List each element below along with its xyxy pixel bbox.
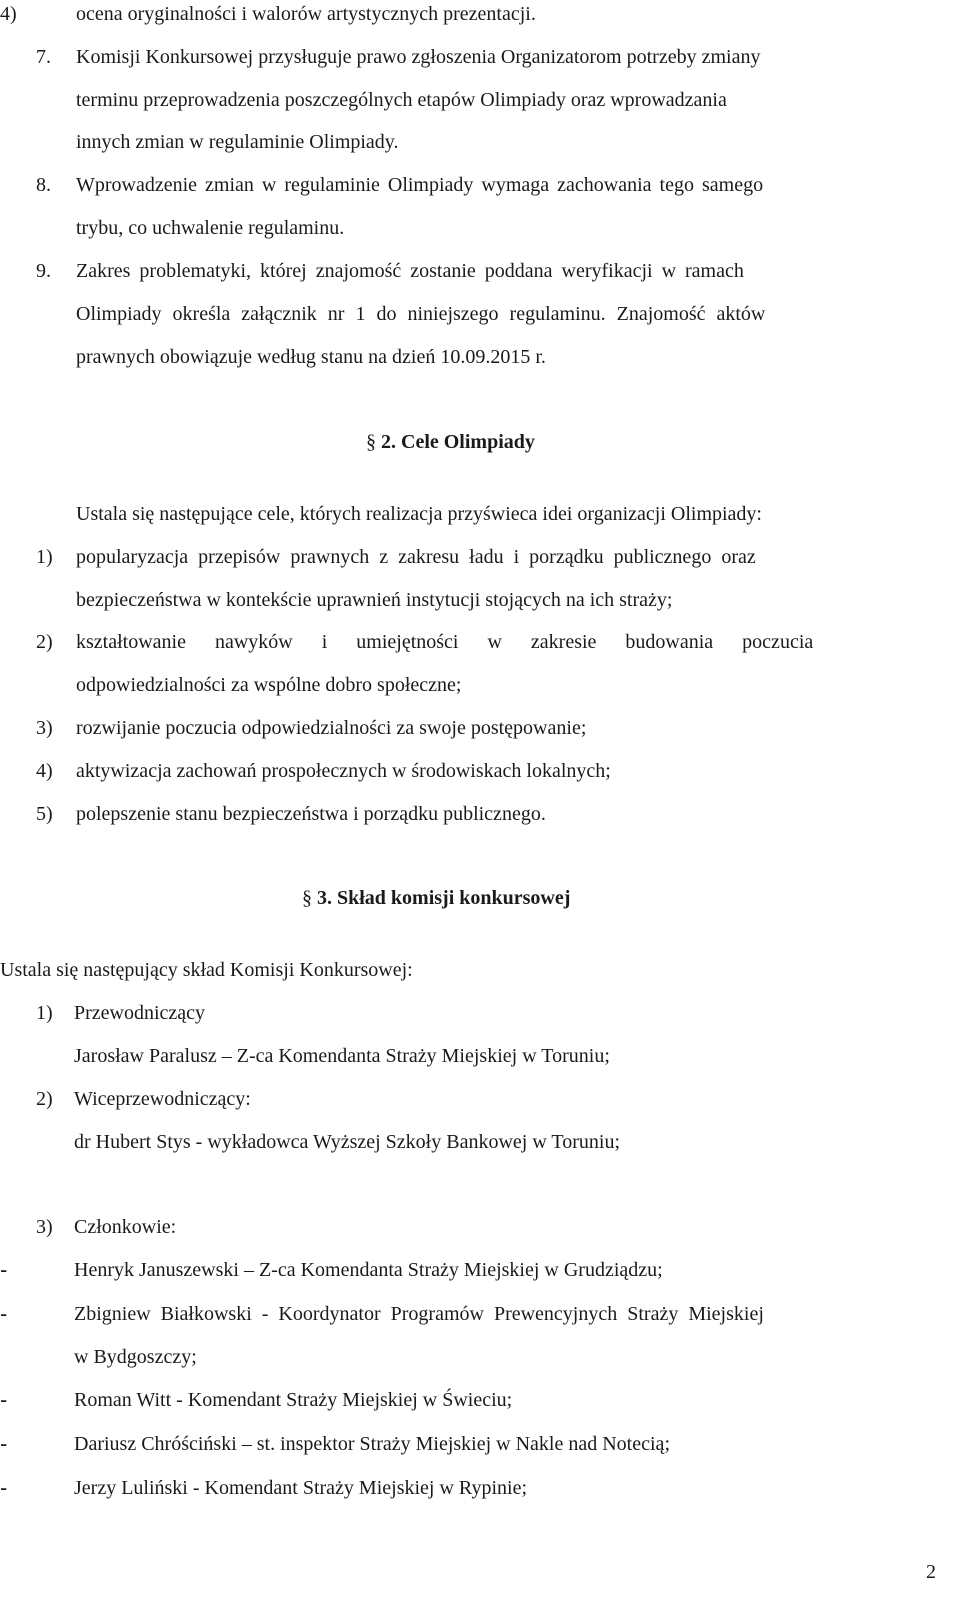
- goal-line: odpowiedzialności za wspólne dobro społeczne;: [76, 674, 462, 696]
- goal-line: aktywizacja zachowań prospołecznych w środowiskach lokalnych;: [76, 760, 611, 782]
- section-heading: [302, 886, 570, 910]
- paragraph-line: Olimpiady określa załącznik nr 1 do niniejszego regulaminu. Znajomość aktów: [76, 303, 766, 325]
- role-person: dr Hubert Stys - wykładowca Wyższej Szkoły Bankowej w Toruniu;: [74, 1131, 621, 1153]
- member-text: Jerzy Luliński - Komendant Straży Miejskiej w Rypinie;: [74, 1477, 528, 1499]
- dash-bullet: -: [0, 1475, 8, 1500]
- dash-bullet: -: [0, 1387, 8, 1412]
- item-text: ocena oryginalności i walorów artystycznych prezentacji.: [76, 3, 536, 25]
- dash-bullet: -: [0, 1431, 8, 1456]
- paragraph-number: 7.: [36, 46, 51, 68]
- paragraph-line: Zakres problematyki, której znajomość zostanie poddana weryfikacji w ramach: [76, 260, 744, 282]
- goal-number: 5): [36, 803, 53, 825]
- paragraph-number: 8.: [36, 174, 51, 196]
- goal-line: popularyzacja przepisów prawnych z zakresu ładu i porządku publicznego oraz: [76, 546, 756, 568]
- section-heading: [366, 430, 535, 454]
- paragraph-line: Wprowadzenie zmian w regulaminie Olimpiady wymaga zachowania tego samego: [76, 174, 764, 196]
- member-text: w Bydgoszczy;: [74, 1346, 197, 1368]
- section-intro: Ustala się następujące cele, których realizacja przyświeca idei organizacji Olimpiady:: [76, 503, 762, 525]
- role-label: Wiceprzewodniczący:: [74, 1088, 251, 1110]
- section-title: 3. Skład komisji konkursowej: [317, 887, 571, 909]
- member-text-main: Dariusz Chróściński – st. inspektor Straży Miejskiej w Nakle nad Notecią: [74, 1433, 665, 1455]
- goal-number: 1): [36, 546, 53, 568]
- goal-number: 4): [36, 760, 53, 782]
- dash-bullet: -: [0, 1301, 8, 1326]
- goal-line: polepszenie stanu bezpieczeństwa i porządku publicznego.: [76, 803, 546, 825]
- section-sign: §: [302, 887, 312, 909]
- paragraph-line: trybu, co uchwalenie regulaminu.: [76, 217, 345, 239]
- role-label: Członkowie:: [74, 1216, 177, 1238]
- role-label: Przewodniczący: [74, 1002, 206, 1024]
- item-number: 4): [0, 3, 17, 25]
- member-text: Roman Witt - Komendant Straży Miejskiej w Świeciu;: [74, 1389, 513, 1411]
- section-title: 2. Cele Olimpiady: [381, 431, 535, 453]
- paragraph-line: terminu przeprowadzenia poszczególnych etapów Olimpiady oraz wprowadzania: [76, 89, 727, 111]
- role-number: 3): [36, 1216, 53, 1238]
- goal-number: 2): [36, 631, 53, 653]
- goal-number: 3): [36, 717, 53, 739]
- role-number: 2): [36, 1088, 53, 1110]
- section-intro: Ustala się następujący skład Komisji Konkursowej:: [0, 959, 413, 981]
- goal-line: kształtowanie nawyków i umiejętności w zakresie budowania poczucia: [76, 631, 814, 653]
- paragraph-line: Komisji Konkursowej przysługuje prawo zgłoszenia Organizatorom potrzeby zmiany: [76, 46, 761, 68]
- role-number: 1): [36, 1002, 53, 1024]
- goal-line: rozwijanie poczucia odpowiedzialności za swoje postępowanie;: [76, 717, 587, 739]
- paragraph-line: innych zmian w regulaminie Olimpiady.: [76, 131, 399, 153]
- dash-bullet: -: [0, 1257, 8, 1282]
- member-text-end: ;: [664, 1433, 670, 1455]
- section-sign: §: [366, 431, 376, 453]
- goal-line: bezpieczeństwa w kontekście uprawnień instytucji stojących na ich straży;: [76, 589, 673, 611]
- member-text: Henryk Januszewski – Z-ca Komendanta Straży Miejskiej w Grudziądzu;: [74, 1259, 663, 1281]
- member-text: [74, 1432, 670, 1456]
- member-text: Zbigniew Białkowski - Koordynator Programów Prewencyjnych Straży Miejskiej: [74, 1303, 764, 1325]
- paragraph-number: 9.: [36, 260, 51, 282]
- role-person: Jarosław Paralusz – Z-ca Komendanta Straży Miejskiej w Toruniu;: [74, 1045, 610, 1067]
- paragraph-line: prawnych obowiązuje według stanu na dzień 10.09.2015 r.: [76, 346, 546, 368]
- page-number: 2: [926, 1561, 936, 1583]
